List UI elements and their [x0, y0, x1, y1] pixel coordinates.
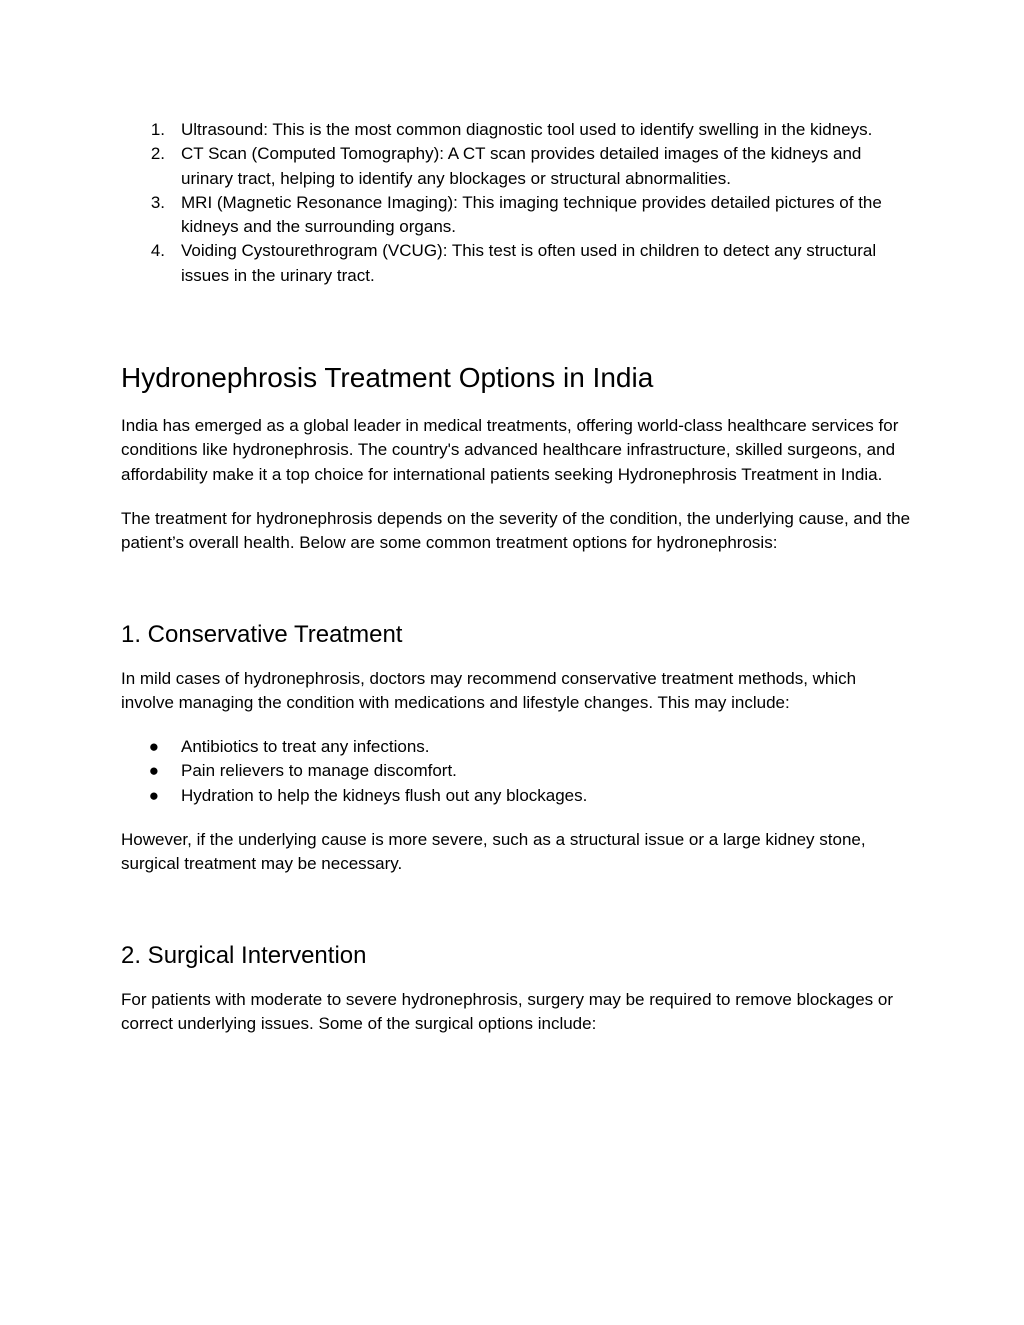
list-item-text: Hydration to help the kidneys flush out any blockages.	[181, 785, 588, 805]
bullet-marker: ●	[148, 785, 159, 805]
bullet-marker: ●	[148, 737, 159, 757]
list-item	[121, 735, 911, 759]
list-item	[121, 118, 911, 142]
list-item	[121, 142, 911, 191]
list-item	[121, 784, 911, 808]
list-number: 1.	[150, 120, 165, 139]
list-item-text: Ultrasound: This is the most common diagnostic tool used to identify swelling in the kidneys.	[181, 120, 873, 139]
paragraph-conservative-outro: However, if the underlying cause is more severe, such as a structural issue or a large kidney stone, surgical treatment may be necessary.	[121, 830, 866, 874]
diagnostic-tests-list	[121, 118, 911, 288]
list-item-text: Voiding Cystourethrogram (VCUG): This test is often used in children to detect any structural issues in the urinary tract.	[181, 241, 877, 285]
subheading-conservative-treatment: 1. Conservative Treatment	[121, 620, 403, 648]
list-item-text: Antibiotics to treat any infections.	[181, 737, 430, 757]
list-number: 2.	[150, 144, 165, 164]
list-item	[121, 759, 911, 783]
list-item	[121, 239, 911, 288]
list-number: 4.	[150, 241, 165, 261]
list-item	[121, 191, 911, 240]
list-item-text: Pain relievers to manage discomfort.	[181, 761, 457, 781]
section-heading-treatment-options: Hydronephrosis Treatment Options in India	[121, 362, 654, 394]
list-item-text: MRI (Magnetic Resonance Imaging): This imaging technique provides detailed pictures of the kidneys and the surrounding organs.	[181, 192, 882, 237]
document-content	[121, 118, 911, 1036]
conservative-treatment-list	[121, 735, 911, 808]
bullet-marker: ●	[148, 761, 159, 781]
paragraph-conservative-intro: In mild cases of hydronephrosis, doctors may recommend conservative treatment methods, which involve managing the condition with medications and lifestyle changes. This may include:	[121, 668, 857, 712]
paragraph-india-overview: India has emerged as a global leader in medical treatments, offering world-class healthcare services for conditions like hydronephrosis. The country's advanced healthcare infrastructure, skilled surgeons, and affordability make it a top choice for international patients seeking Hydronephrosis Treatment in India.	[121, 416, 899, 484]
paragraph-surgical-intro: For patients with moderate to severe hydronephrosis, surgery may be required to remove blockages or correct underlying issues. Some of the surgical options include:	[121, 989, 893, 1033]
list-item-text: CT Scan (Computed Tomography): A CT scan provides detailed images of the kidneys and urinary tract, helping to identify any blockages or structural abnormalities.	[181, 144, 862, 188]
paragraph-treatment-intro: The treatment for hydronephrosis depends on the severity of the condition, the underlying cause, and the patient’s overall health. Below are some common treatment options for hydronephrosis:	[121, 508, 911, 553]
list-number: 3.	[150, 192, 165, 212]
subheading-surgical-intervention: 2. Surgical Intervention	[121, 941, 367, 969]
